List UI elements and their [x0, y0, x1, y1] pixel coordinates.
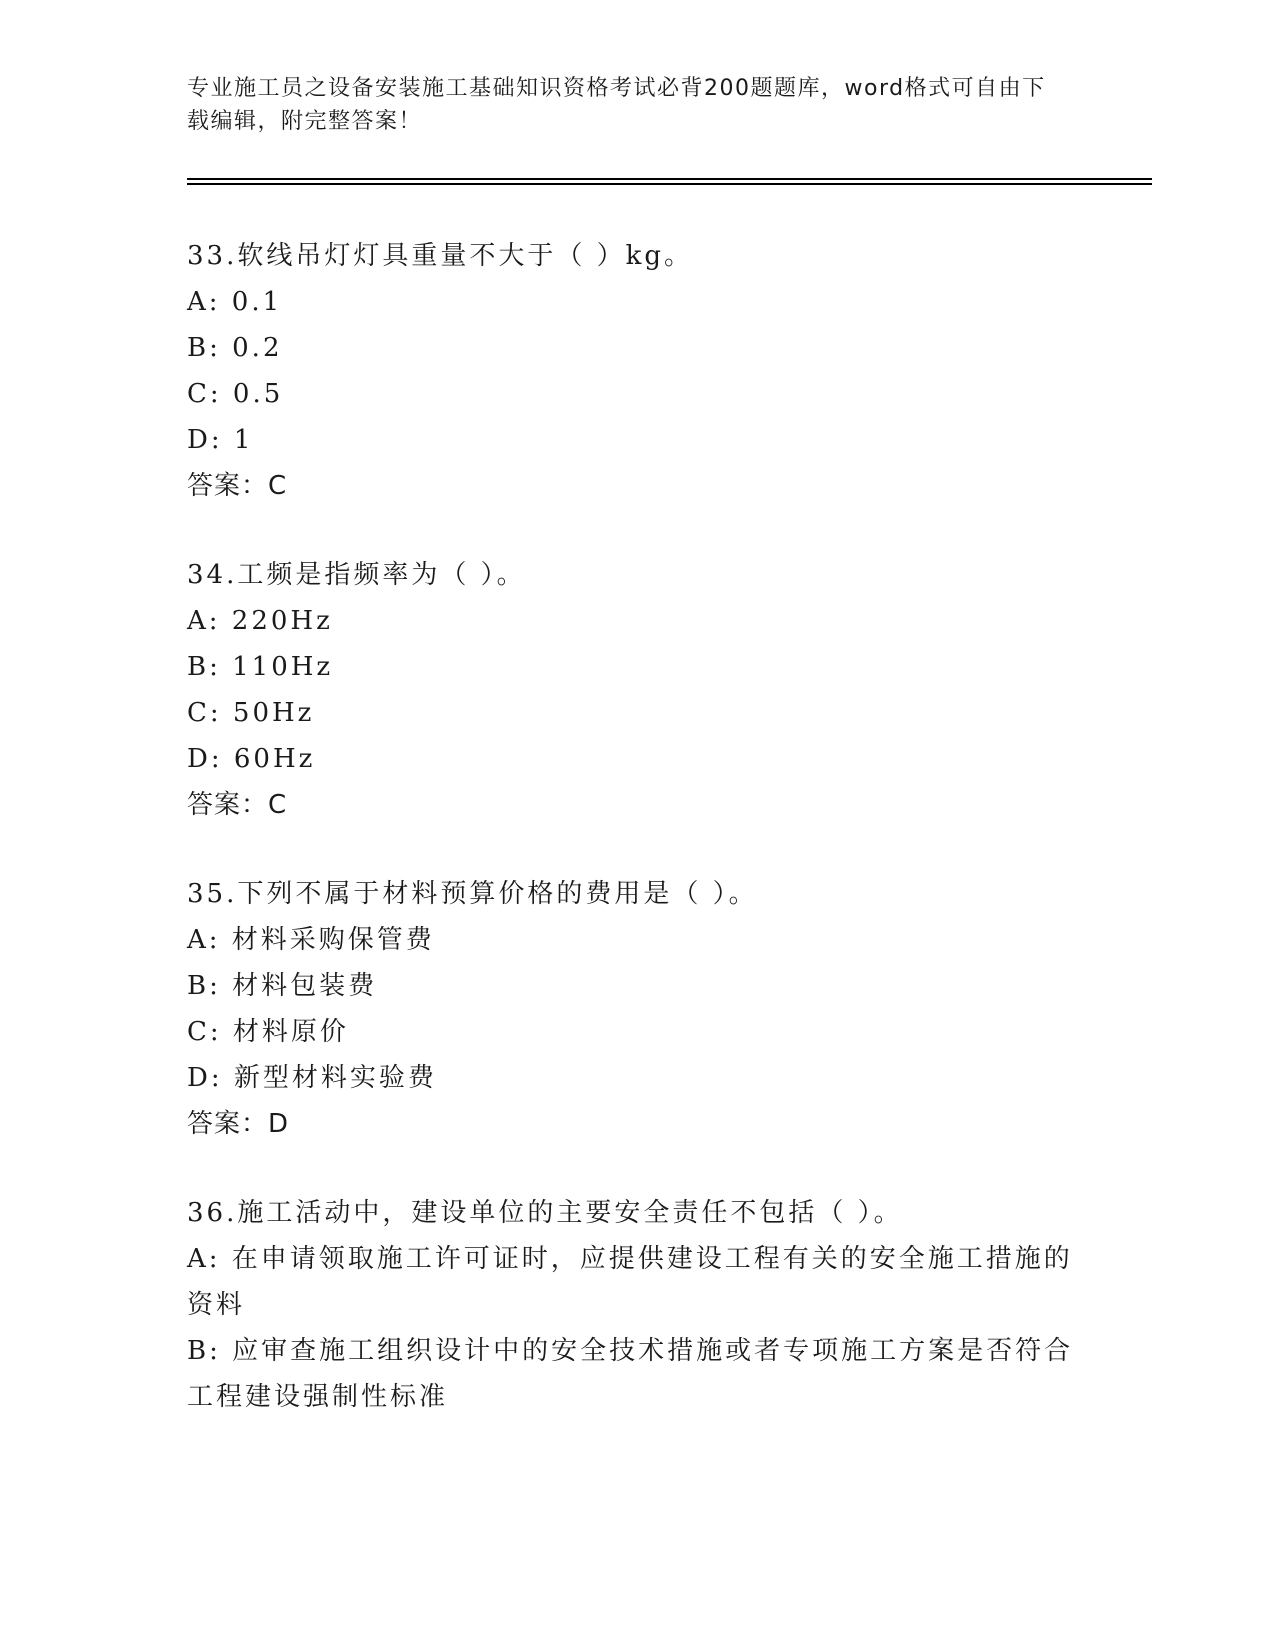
option-a: A: 0.1	[187, 287, 283, 317]
option-d: D: 60Hz	[187, 744, 316, 774]
question-33	[187, 233, 1087, 509]
option-d: D: 1	[187, 425, 254, 455]
option-a: A: 材料采购保管费	[187, 925, 435, 955]
answer: 答案：C	[187, 790, 288, 820]
option-b: B: 110Hz	[187, 652, 334, 682]
option-c: C: 50Hz	[187, 698, 315, 728]
option-b: B: 应审查施工组织设计中的安全技术措施或者专项施工方案是否符合工程建设强制性标准	[187, 1336, 1074, 1412]
question-title: 33.软线吊灯灯具重量不大于（ ）kg。	[187, 241, 694, 271]
question-34	[187, 552, 1087, 828]
question-title: 36.施工活动中，建设单位的主要安全责任不包括（ ）。	[187, 1198, 903, 1228]
answer: 答案：C	[187, 471, 288, 501]
answer: 答案：D	[187, 1109, 290, 1139]
document-header: 专业施工员之设备安装施工基础知识资格考试必背200题题库，word格式可自由下载编辑，附完整答案！	[187, 76, 1046, 134]
option-a: A: 在申请领取施工许可证时，应提供建设工程有关的安全施工措施的资料	[187, 1244, 1073, 1320]
option-c: C: 0.5	[187, 379, 284, 409]
option-a: A: 220Hz	[187, 606, 333, 636]
option-b: B: 材料包装费	[187, 971, 378, 1001]
question-title: 34.工频是指频率为（ ）。	[187, 560, 526, 590]
question-36	[187, 1190, 1087, 1420]
option-d: D: 新型材料实验费	[187, 1063, 437, 1093]
question-title: 35.下列不属于材料预算价格的费用是（ ）。	[187, 879, 758, 909]
option-c: C: 材料原价	[187, 1017, 349, 1047]
header-rule-top	[187, 178, 1152, 180]
header-rule-bottom	[187, 183, 1152, 185]
question-35	[187, 871, 1087, 1147]
option-b: B: 0.2	[187, 333, 283, 363]
